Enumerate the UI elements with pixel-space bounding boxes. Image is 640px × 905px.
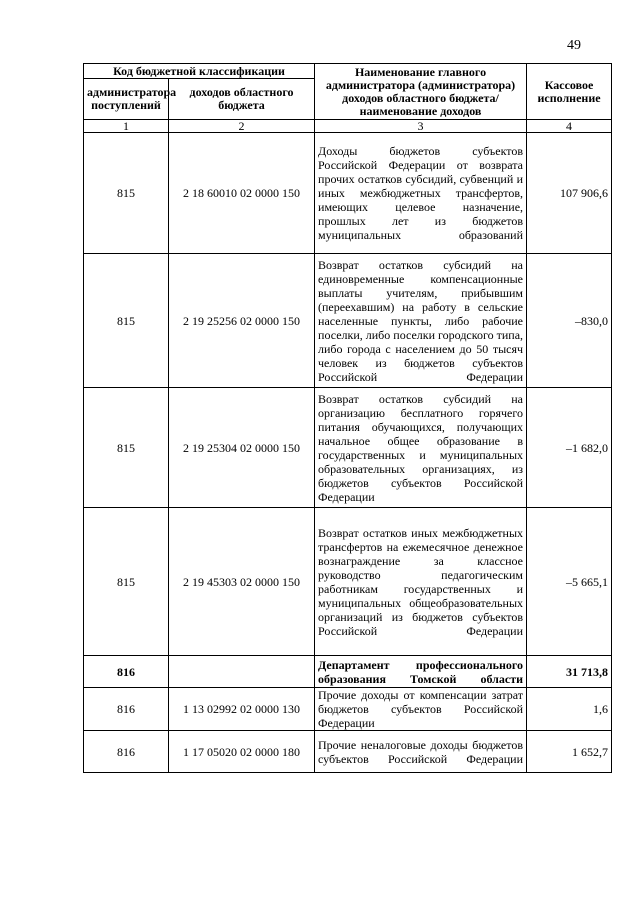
administrator-code: 816 bbox=[84, 731, 169, 773]
revenue-code: 1 13 02992 02 0000 130 bbox=[169, 688, 315, 731]
header-revenue-code: доходов областного бюджета bbox=[169, 79, 315, 120]
department-name: Департамент профессионального образования Томской области bbox=[315, 656, 527, 688]
header-cash-execution: Кассовое исполнение bbox=[527, 64, 612, 120]
administrator-code: 816 bbox=[84, 656, 169, 688]
column-number: 3 bbox=[315, 120, 527, 133]
column-number: 1 bbox=[84, 120, 169, 133]
header-name: Наименование главного администратора (администратора) доходов областного бюджета/ наименование доходов bbox=[315, 64, 527, 120]
revenue-code: 1 17 05020 02 0000 180 bbox=[169, 731, 315, 773]
table-row bbox=[84, 133, 612, 254]
revenue-code bbox=[169, 656, 315, 688]
administrator-code: 815 bbox=[84, 133, 169, 254]
revenue-code: 2 19 45303 02 0000 150 bbox=[169, 508, 315, 656]
revenue-name: Прочие доходы от компенсации затрат бюджетов субъектов Российской Федерации bbox=[315, 688, 527, 731]
cash-execution-amount: 107 906,6 bbox=[527, 133, 612, 254]
column-number: 4 bbox=[527, 120, 612, 133]
department-row bbox=[84, 656, 612, 688]
cash-execution-amount: –1 682,0 bbox=[527, 388, 612, 508]
table-row bbox=[84, 731, 612, 773]
administrator-code: 815 bbox=[84, 508, 169, 656]
revenue-code: 2 19 25256 02 0000 150 bbox=[169, 254, 315, 388]
column-number: 2 bbox=[169, 120, 315, 133]
table-row bbox=[84, 688, 612, 731]
page-number: 49 bbox=[567, 38, 581, 53]
header-budget-classification-code: Код бюджетной классификации bbox=[84, 64, 315, 79]
cash-execution-amount: –5 665,1 bbox=[527, 508, 612, 656]
table-header-row bbox=[84, 64, 612, 79]
header-administrator: администратора поступлений bbox=[84, 79, 169, 120]
administrator-code: 816 bbox=[84, 688, 169, 731]
administrator-code: 815 bbox=[84, 388, 169, 508]
administrator-code: 815 bbox=[84, 254, 169, 388]
revenue-name: Возврат остатков субсидий на единовременные компенсационные выплаты учителям, прибывшим (переехавшим) на работу в сельские населенные пункты, либо рабочие поселки, либо поселки городского типа, либо города с населением до 50 тысяч человек из бюджетов субъектов Российской Федерации bbox=[315, 254, 527, 388]
revenue-code: 2 18 60010 02 0000 150 bbox=[169, 133, 315, 254]
revenue-name: Возврат остатков иных межбюджетных трансфертов на ежемесячное денежное вознаграждение за классное руководство педагогическим работникам государственных и муниципальных общеобразовательных организаций из бюджетов субъектов Российской Федерации bbox=[315, 508, 527, 656]
revenue-name: Возврат остатков субсидий на организацию бесплатного горячего питания обучающихся, получающих начальное общее образование в государственных и муниципальных образовательных организациях, из бюджетов субъектов Российской Федерации bbox=[315, 388, 527, 508]
department-total-amount: 31 713,8 bbox=[527, 656, 612, 688]
cash-execution-amount: –830,0 bbox=[527, 254, 612, 388]
budget-table bbox=[83, 63, 612, 773]
table-row bbox=[84, 508, 612, 656]
revenue-name: Прочие неналоговые доходы бюджетов субъектов Российской Федерации bbox=[315, 731, 527, 773]
table-row bbox=[84, 388, 612, 508]
cash-execution-amount: 1,6 bbox=[527, 688, 612, 731]
cash-execution-amount: 1 652,7 bbox=[527, 731, 612, 773]
revenue-code: 2 19 25304 02 0000 150 bbox=[169, 388, 315, 508]
revenue-name: Доходы бюджетов субъектов Российской Федерации от возврата прочих остатков субсидий, субвенций и иных межбюджетных трансфертов, имеющих целевое назначение, прошлых лет из бюджетов муниципальных образований bbox=[315, 133, 527, 254]
table-row bbox=[84, 254, 612, 388]
column-number-row bbox=[84, 120, 612, 133]
